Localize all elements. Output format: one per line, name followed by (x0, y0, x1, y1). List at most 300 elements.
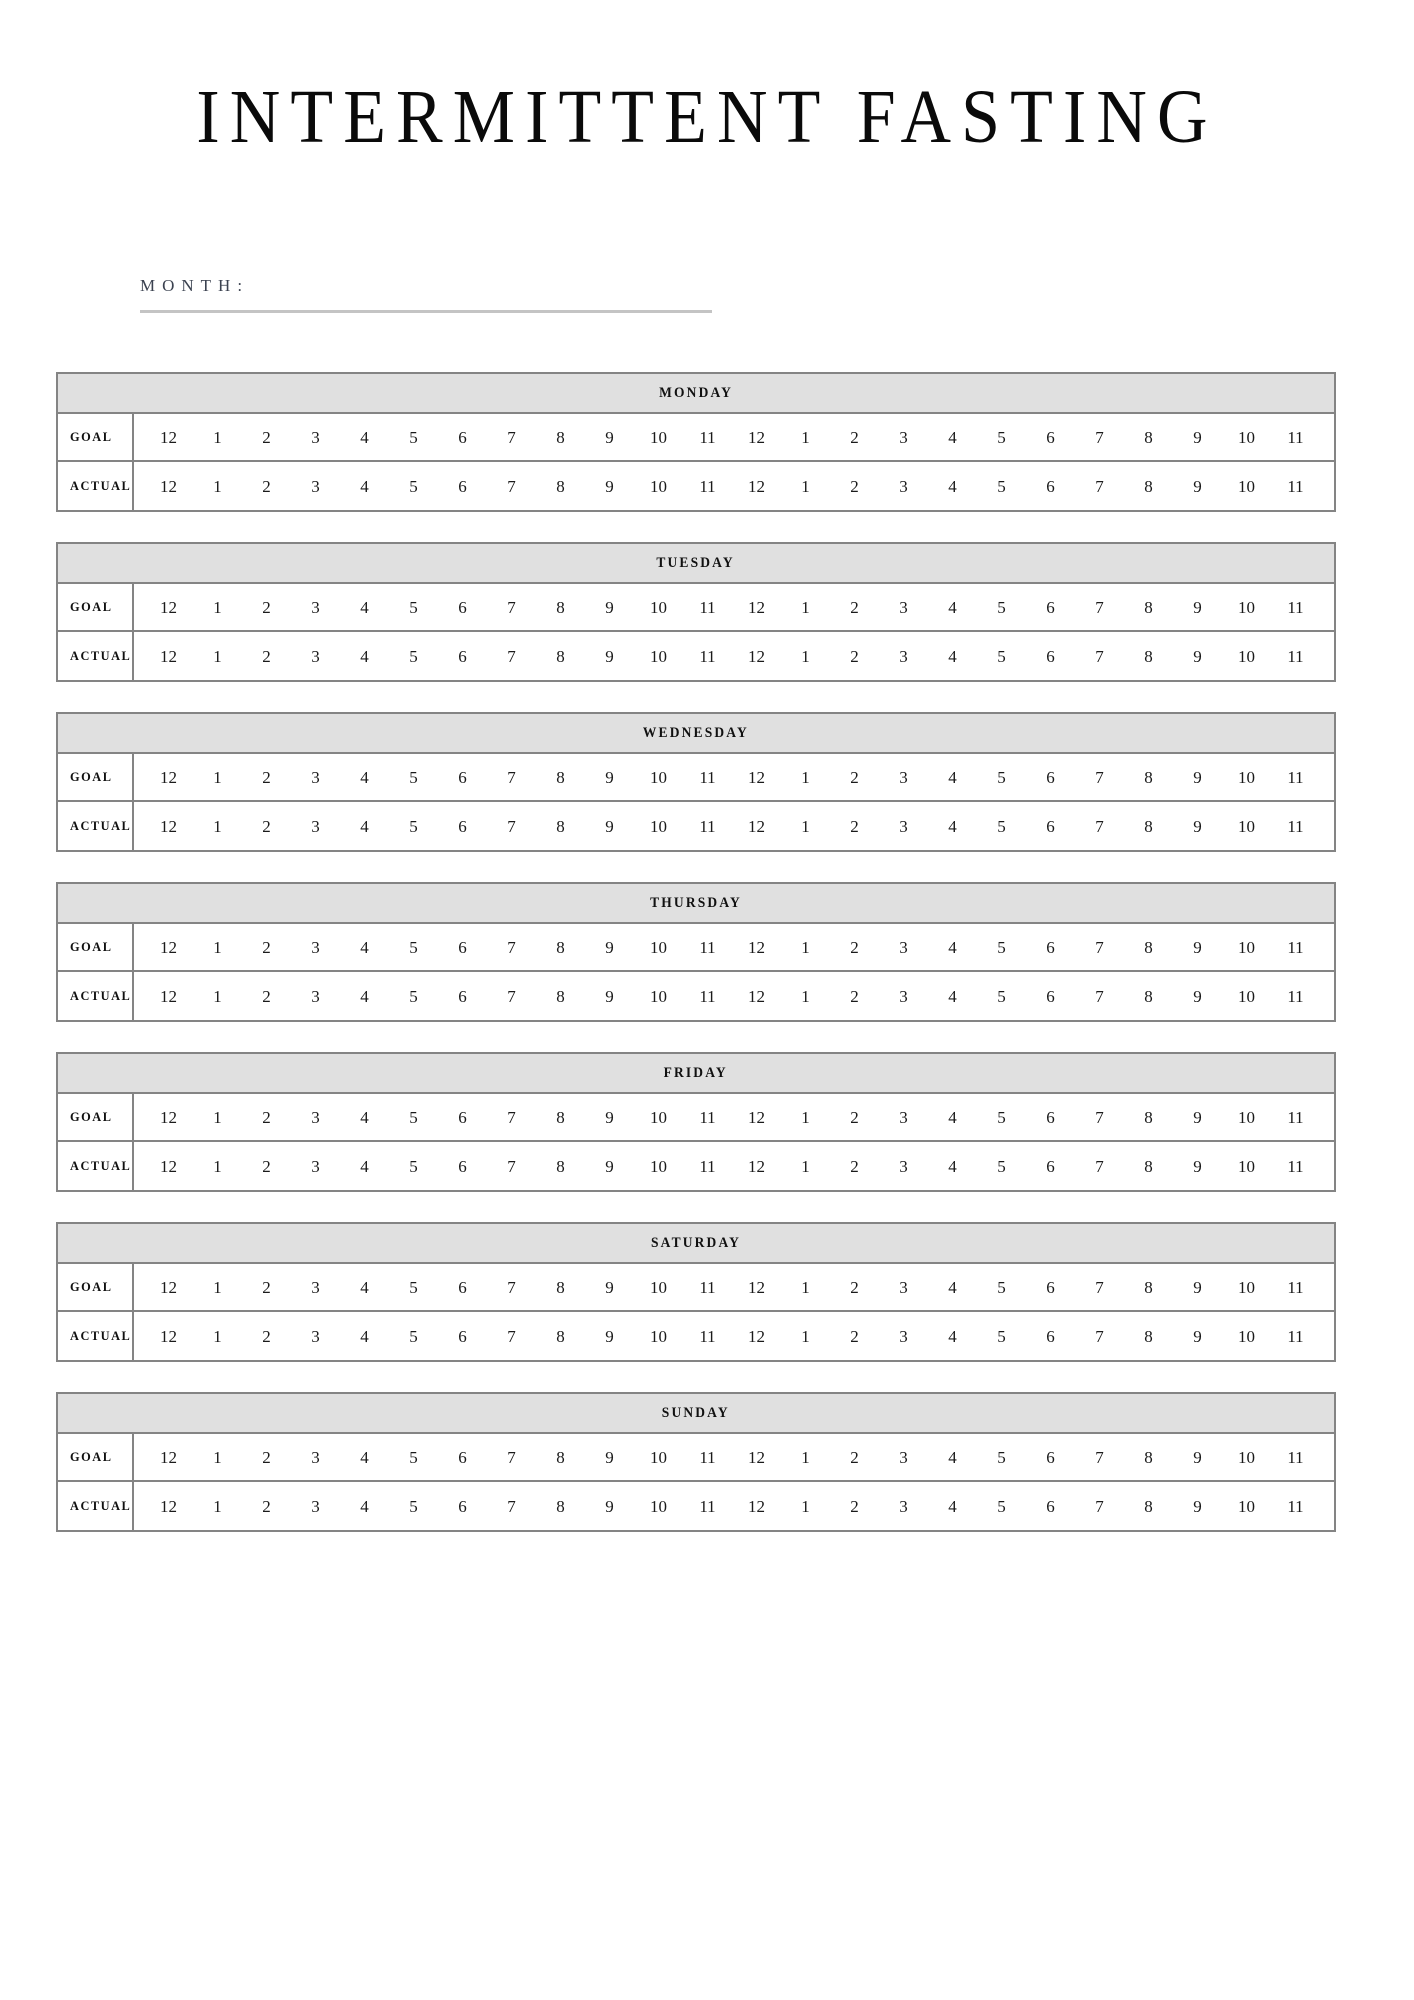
hour-cell[interactable]: 8 (1144, 816, 1153, 836)
hour-cell[interactable]: 9 (1193, 1326, 1202, 1346)
hour-cell[interactable]: 1 (213, 1447, 222, 1467)
hour-cell[interactable]: 11 (1287, 427, 1304, 447)
hour-cell[interactable]: 6 (458, 1326, 467, 1346)
hour-cell[interactable]: 11 (699, 646, 716, 666)
hour-cell[interactable]: 2 (262, 816, 271, 836)
hour-cell[interactable]: 5 (409, 1107, 418, 1127)
hour-cell[interactable]: 9 (605, 1277, 614, 1297)
hour-cell[interactable]: 10 (650, 1447, 667, 1467)
hour-cell[interactable]: 12 (748, 986, 765, 1006)
hour-cell[interactable]: 10 (650, 986, 667, 1006)
hour-cell[interactable]: 5 (997, 1496, 1006, 1516)
hour-cell[interactable]: 9 (1193, 937, 1202, 957)
hour-cell[interactable]: 12 (748, 1326, 765, 1346)
hour-cell[interactable]: 1 (801, 986, 810, 1006)
hour-cell[interactable]: 9 (605, 476, 614, 496)
hour-cell[interactable]: 6 (1046, 646, 1055, 666)
hour-cell[interactable]: 5 (997, 1326, 1006, 1346)
hour-cell[interactable]: 10 (1238, 937, 1255, 957)
hour-cell[interactable]: 3 (899, 1326, 908, 1346)
hour-cell[interactable]: 6 (1046, 816, 1055, 836)
hour-cell[interactable]: 3 (899, 1156, 908, 1176)
hour-cell[interactable]: 8 (556, 986, 565, 1006)
hour-cell[interactable]: 7 (1095, 1156, 1104, 1176)
hour-cell[interactable]: 11 (1287, 937, 1304, 957)
hour-cell[interactable]: 5 (409, 986, 418, 1006)
hour-cell[interactable]: 9 (605, 427, 614, 447)
hour-cell[interactable]: 2 (262, 1277, 271, 1297)
hour-cell[interactable]: 6 (458, 1496, 467, 1516)
hour-cell[interactable]: 7 (507, 1447, 516, 1467)
hour-cell[interactable]: 5 (997, 767, 1006, 787)
hour-cell[interactable]: 7 (1095, 816, 1104, 836)
hour-cell[interactable]: 2 (850, 1496, 859, 1516)
hour-cell[interactable]: 1 (801, 816, 810, 836)
hour-cell[interactable]: 1 (801, 1156, 810, 1176)
hour-cell[interactable]: 8 (1144, 1107, 1153, 1127)
hour-cell[interactable]: 3 (311, 986, 320, 1006)
hour-cell[interactable]: 11 (699, 476, 716, 496)
hour-cell[interactable]: 2 (850, 1277, 859, 1297)
hour-cell[interactable]: 12 (748, 1156, 765, 1176)
hour-cell[interactable]: 2 (262, 1326, 271, 1346)
hour-cell[interactable]: 12 (160, 597, 177, 617)
hour-cell[interactable]: 6 (1046, 1277, 1055, 1297)
hour-cell[interactable]: 8 (1144, 1496, 1153, 1516)
hour-cell[interactable]: 12 (748, 1107, 765, 1127)
hour-cell[interactable]: 11 (699, 1277, 716, 1297)
hour-cell[interactable]: 7 (1095, 427, 1104, 447)
hour-cell[interactable]: 1 (801, 1326, 810, 1346)
hour-cell[interactable]: 2 (262, 427, 271, 447)
hour-cell[interactable]: 3 (311, 1277, 320, 1297)
hour-cell[interactable]: 8 (1144, 937, 1153, 957)
hour-cell[interactable]: 6 (1046, 767, 1055, 787)
hour-cell[interactable]: 12 (748, 476, 765, 496)
hour-cell[interactable]: 2 (850, 1447, 859, 1467)
hour-cell[interactable]: 5 (409, 476, 418, 496)
hour-cell[interactable]: 9 (1193, 1496, 1202, 1516)
hour-cell[interactable]: 2 (262, 986, 271, 1006)
hour-cell[interactable]: 4 (360, 1447, 369, 1467)
hour-cell[interactable]: 8 (556, 427, 565, 447)
hour-cell[interactable]: 11 (699, 1156, 716, 1176)
hour-cell[interactable]: 5 (409, 1326, 418, 1346)
hour-cell[interactable]: 9 (605, 646, 614, 666)
hour-cell[interactable]: 8 (556, 1107, 565, 1127)
hour-cell[interactable]: 5 (409, 1277, 418, 1297)
hour-cell[interactable]: 2 (850, 646, 859, 666)
hour-cell[interactable]: 1 (213, 597, 222, 617)
hour-cell[interactable]: 8 (556, 1496, 565, 1516)
hour-cell[interactable]: 3 (899, 1277, 908, 1297)
hour-cell[interactable]: 1 (213, 1326, 222, 1346)
hour-cell[interactable]: 10 (1238, 597, 1255, 617)
hour-cell[interactable]: 8 (556, 1447, 565, 1467)
hour-cell[interactable]: 9 (605, 1326, 614, 1346)
hour-cell[interactable]: 5 (409, 646, 418, 666)
hour-cell[interactable]: 8 (1144, 427, 1153, 447)
hour-cell[interactable]: 11 (699, 597, 716, 617)
hour-cell[interactable]: 10 (650, 476, 667, 496)
hour-cell[interactable]: 3 (311, 767, 320, 787)
hour-cell[interactable]: 11 (699, 937, 716, 957)
hour-cell[interactable]: 7 (507, 1496, 516, 1516)
hour-cell[interactable]: 2 (850, 986, 859, 1006)
hour-cell[interactable]: 2 (262, 767, 271, 787)
hour-cell[interactable]: 11 (1287, 646, 1304, 666)
hour-cell[interactable]: 4 (948, 1107, 957, 1127)
hour-cell[interactable]: 1 (801, 767, 810, 787)
hour-cell[interactable]: 12 (160, 1277, 177, 1297)
hour-cell[interactable]: 11 (1287, 476, 1304, 496)
hour-cell[interactable]: 10 (1238, 1447, 1255, 1467)
hour-cell[interactable]: 11 (1287, 597, 1304, 617)
hour-cell[interactable]: 7 (1095, 597, 1104, 617)
hour-cell[interactable]: 6 (1046, 986, 1055, 1006)
hour-cell[interactable]: 2 (262, 1107, 271, 1127)
hour-cell[interactable]: 1 (213, 937, 222, 957)
hour-cell[interactable]: 3 (311, 646, 320, 666)
hour-cell[interactable]: 8 (1144, 1156, 1153, 1176)
hour-cell[interactable]: 4 (948, 1156, 957, 1176)
hour-cell[interactable]: 7 (507, 767, 516, 787)
hour-cell[interactable]: 1 (801, 1447, 810, 1467)
hour-cell[interactable]: 7 (1095, 1326, 1104, 1346)
hour-cell[interactable]: 1 (213, 1496, 222, 1516)
hour-cell[interactable]: 6 (1046, 597, 1055, 617)
hour-cell[interactable]: 8 (1144, 1447, 1153, 1467)
hour-cell[interactable]: 9 (1193, 1107, 1202, 1127)
hour-cell[interactable]: 2 (850, 816, 859, 836)
hour-cell[interactable]: 3 (899, 986, 908, 1006)
hour-cell[interactable]: 10 (1238, 986, 1255, 1006)
hour-cell[interactable]: 1 (801, 1107, 810, 1127)
hour-cell[interactable]: 6 (1046, 1447, 1055, 1467)
hour-cell[interactable]: 8 (556, 937, 565, 957)
hour-cell[interactable]: 6 (1046, 476, 1055, 496)
hour-cell[interactable]: 12 (160, 767, 177, 787)
hour-cell[interactable]: 4 (360, 597, 369, 617)
hour-cell[interactable]: 10 (650, 646, 667, 666)
hour-cell[interactable]: 3 (899, 1447, 908, 1467)
hour-cell[interactable]: 8 (1144, 646, 1153, 666)
hour-cell[interactable]: 10 (1238, 1277, 1255, 1297)
hour-cell[interactable]: 6 (1046, 937, 1055, 957)
hour-cell[interactable]: 6 (458, 1107, 467, 1127)
hour-cell[interactable]: 6 (458, 937, 467, 957)
hour-cell[interactable]: 4 (360, 937, 369, 957)
hour-cell[interactable]: 7 (1095, 1107, 1104, 1127)
hour-cell[interactable]: 9 (605, 816, 614, 836)
hour-cell[interactable]: 4 (948, 1447, 957, 1467)
hour-cell[interactable]: 3 (311, 816, 320, 836)
hour-cell[interactable]: 5 (997, 937, 1006, 957)
hour-cell[interactable]: 8 (556, 1156, 565, 1176)
hour-cell[interactable]: 11 (1287, 1156, 1304, 1176)
hour-cell[interactable]: 12 (160, 937, 177, 957)
hour-cell[interactable]: 2 (850, 1107, 859, 1127)
hour-cell[interactable]: 3 (311, 476, 320, 496)
hour-cell[interactable]: 4 (948, 476, 957, 496)
hour-cell[interactable]: 10 (650, 597, 667, 617)
hour-cell[interactable]: 2 (850, 427, 859, 447)
hour-cell[interactable]: 7 (507, 1107, 516, 1127)
hour-cell[interactable]: 3 (311, 1326, 320, 1346)
hour-cell[interactable]: 10 (1238, 1326, 1255, 1346)
hour-cell[interactable]: 4 (948, 816, 957, 836)
hour-cell[interactable]: 3 (311, 427, 320, 447)
hour-cell[interactable]: 6 (1046, 1107, 1055, 1127)
hour-cell[interactable]: 8 (556, 816, 565, 836)
hour-cell[interactable]: 9 (1193, 986, 1202, 1006)
hour-cell[interactable]: 7 (1095, 1496, 1104, 1516)
hour-cell[interactable]: 11 (1287, 1496, 1304, 1516)
hour-cell[interactable]: 5 (409, 427, 418, 447)
hour-cell[interactable]: 11 (1287, 1277, 1304, 1297)
hour-cell[interactable]: 12 (160, 986, 177, 1006)
hour-cell[interactable]: 5 (997, 646, 1006, 666)
hour-cell[interactable]: 1 (801, 1277, 810, 1297)
hour-cell[interactable]: 11 (1287, 1107, 1304, 1127)
hour-cell[interactable]: 4 (948, 767, 957, 787)
hour-cell[interactable]: 1 (801, 427, 810, 447)
hour-cell[interactable]: 7 (1095, 476, 1104, 496)
hour-cell[interactable]: 10 (1238, 476, 1255, 496)
hour-cell[interactable]: 9 (1193, 1277, 1202, 1297)
hour-cell[interactable]: 12 (748, 1496, 765, 1516)
hour-cell[interactable]: 2 (262, 476, 271, 496)
hour-cell[interactable]: 5 (409, 1496, 418, 1516)
hour-cell[interactable]: 11 (699, 1107, 716, 1127)
hour-cell[interactable]: 5 (409, 1447, 418, 1467)
hour-cell[interactable]: 12 (748, 767, 765, 787)
hour-cell[interactable]: 10 (1238, 427, 1255, 447)
hour-cell[interactable]: 7 (507, 646, 516, 666)
hour-cell[interactable]: 5 (997, 476, 1006, 496)
hour-cell[interactable]: 9 (605, 1447, 614, 1467)
hour-cell[interactable]: 4 (360, 986, 369, 1006)
hour-cell[interactable]: 11 (699, 427, 716, 447)
hour-cell[interactable]: 9 (1193, 767, 1202, 787)
hour-cell[interactable]: 7 (507, 816, 516, 836)
hour-cell[interactable]: 1 (213, 476, 222, 496)
hour-cell[interactable]: 5 (409, 597, 418, 617)
hour-cell[interactable]: 10 (650, 1326, 667, 1346)
hour-cell[interactable]: 12 (748, 937, 765, 957)
hour-cell[interactable]: 3 (311, 1156, 320, 1176)
hour-cell[interactable]: 8 (1144, 1277, 1153, 1297)
hour-cell[interactable]: 2 (850, 476, 859, 496)
hour-cell[interactable]: 2 (262, 937, 271, 957)
hour-cell[interactable]: 3 (899, 816, 908, 836)
hour-cell[interactable]: 5 (409, 937, 418, 957)
hour-cell[interactable]: 1 (213, 1156, 222, 1176)
hour-cell[interactable]: 2 (262, 1156, 271, 1176)
hour-cell[interactable]: 3 (311, 1496, 320, 1516)
hour-cell[interactable]: 12 (160, 427, 177, 447)
hour-cell[interactable]: 12 (748, 816, 765, 836)
hour-cell[interactable]: 3 (899, 1496, 908, 1516)
hour-cell[interactable]: 4 (948, 597, 957, 617)
hour-cell[interactable]: 9 (605, 1496, 614, 1516)
hour-cell[interactable]: 12 (160, 1326, 177, 1346)
hour-cell[interactable]: 1 (213, 427, 222, 447)
hour-cell[interactable]: 10 (1238, 1496, 1255, 1516)
hour-cell[interactable]: 1 (213, 1107, 222, 1127)
hour-cell[interactable]: 3 (899, 427, 908, 447)
hour-cell[interactable]: 10 (650, 1156, 667, 1176)
hour-cell[interactable]: 12 (160, 646, 177, 666)
hour-cell[interactable]: 9 (1193, 1156, 1202, 1176)
hour-cell[interactable]: 1 (801, 937, 810, 957)
hour-cell[interactable]: 10 (1238, 1107, 1255, 1127)
hour-cell[interactable]: 7 (1095, 1277, 1104, 1297)
hour-cell[interactable]: 11 (699, 1496, 716, 1516)
hour-cell[interactable]: 1 (213, 1277, 222, 1297)
hour-cell[interactable]: 7 (507, 1326, 516, 1346)
hour-cell[interactable]: 9 (605, 986, 614, 1006)
hour-cell[interactable]: 7 (507, 597, 516, 617)
hour-cell[interactable]: 5 (409, 767, 418, 787)
hour-cell[interactable]: 12 (160, 1156, 177, 1176)
hour-cell[interactable]: 12 (160, 1496, 177, 1516)
hour-cell[interactable]: 8 (556, 597, 565, 617)
hour-cell[interactable]: 4 (948, 937, 957, 957)
hour-cell[interactable]: 12 (160, 816, 177, 836)
hour-cell[interactable]: 5 (997, 1107, 1006, 1127)
hour-cell[interactable]: 11 (699, 1326, 716, 1346)
hour-cell[interactable]: 8 (556, 646, 565, 666)
hour-cell[interactable]: 9 (1193, 816, 1202, 836)
hour-cell[interactable]: 2 (262, 1496, 271, 1516)
hour-cell[interactable]: 1 (213, 646, 222, 666)
hour-cell[interactable]: 8 (556, 1326, 565, 1346)
hour-cell[interactable]: 11 (1287, 816, 1304, 836)
hour-cell[interactable]: 4 (360, 476, 369, 496)
hour-cell[interactable]: 9 (605, 597, 614, 617)
hour-cell[interactable]: 4 (360, 1107, 369, 1127)
hour-cell[interactable]: 3 (899, 937, 908, 957)
hour-cell[interactable]: 5 (997, 597, 1006, 617)
hour-cell[interactable]: 6 (458, 1447, 467, 1467)
hour-cell[interactable]: 9 (605, 767, 614, 787)
hour-cell[interactable]: 12 (748, 646, 765, 666)
hour-cell[interactable]: 6 (1046, 1326, 1055, 1346)
hour-cell[interactable]: 5 (409, 1156, 418, 1176)
hour-cell[interactable]: 4 (360, 427, 369, 447)
hour-cell[interactable]: 9 (1193, 427, 1202, 447)
hour-cell[interactable]: 6 (458, 816, 467, 836)
hour-cell[interactable]: 5 (997, 816, 1006, 836)
hour-cell[interactable]: 11 (1287, 1326, 1304, 1346)
hour-cell[interactable]: 10 (1238, 646, 1255, 666)
hour-cell[interactable]: 7 (507, 937, 516, 957)
hour-cell[interactable]: 11 (699, 986, 716, 1006)
hour-cell[interactable]: 12 (748, 597, 765, 617)
hour-cell[interactable]: 7 (507, 476, 516, 496)
hour-cell[interactable]: 4 (360, 646, 369, 666)
hour-cell[interactable]: 3 (899, 767, 908, 787)
hour-cell[interactable]: 6 (458, 767, 467, 787)
hour-cell[interactable]: 3 (311, 597, 320, 617)
hour-cell[interactable]: 2 (850, 1156, 859, 1176)
hour-cell[interactable]: 1 (213, 767, 222, 787)
hour-cell[interactable]: 9 (1193, 597, 1202, 617)
hour-cell[interactable]: 4 (360, 1496, 369, 1516)
hour-cell[interactable]: 6 (458, 1277, 467, 1297)
hour-cell[interactable]: 4 (948, 1496, 957, 1516)
hour-cell[interactable]: 10 (1238, 1156, 1255, 1176)
hour-cell[interactable]: 3 (311, 937, 320, 957)
hour-cell[interactable]: 8 (1144, 597, 1153, 617)
hour-cell[interactable]: 1 (801, 597, 810, 617)
hour-cell[interactable]: 1 (213, 986, 222, 1006)
hour-cell[interactable]: 2 (262, 646, 271, 666)
hour-cell[interactable]: 3 (899, 597, 908, 617)
hour-cell[interactable]: 12 (160, 476, 177, 496)
hour-cell[interactable]: 10 (650, 937, 667, 957)
hour-cell[interactable]: 10 (650, 767, 667, 787)
hour-cell[interactable]: 7 (1095, 937, 1104, 957)
hour-cell[interactable]: 10 (650, 1277, 667, 1297)
hour-cell[interactable]: 2 (262, 1447, 271, 1467)
hour-cell[interactable]: 10 (1238, 816, 1255, 836)
hour-cell[interactable]: 4 (948, 986, 957, 1006)
hour-cell[interactable]: 5 (997, 986, 1006, 1006)
hour-cell[interactable]: 7 (1095, 986, 1104, 1006)
hour-cell[interactable]: 9 (1193, 476, 1202, 496)
hour-cell[interactable]: 1 (801, 1496, 810, 1516)
hour-cell[interactable]: 8 (1144, 986, 1153, 1006)
hour-cell[interactable]: 10 (650, 1107, 667, 1127)
hour-cell[interactable]: 12 (748, 1447, 765, 1467)
hour-cell[interactable]: 12 (160, 1447, 177, 1467)
hour-cell[interactable]: 8 (1144, 1326, 1153, 1346)
hour-cell[interactable]: 4 (360, 767, 369, 787)
hour-cell[interactable]: 2 (850, 1326, 859, 1346)
hour-cell[interactable]: 1 (801, 646, 810, 666)
month-write-in-line[interactable] (140, 310, 712, 313)
hour-cell[interactable]: 6 (458, 646, 467, 666)
hour-cell[interactable]: 4 (360, 1277, 369, 1297)
hour-cell[interactable]: 12 (160, 1107, 177, 1127)
hour-cell[interactable]: 2 (262, 597, 271, 617)
hour-cell[interactable]: 10 (650, 427, 667, 447)
hour-cell[interactable]: 4 (948, 1277, 957, 1297)
hour-cell[interactable]: 5 (409, 816, 418, 836)
hour-cell[interactable]: 7 (507, 986, 516, 1006)
hour-cell[interactable]: 6 (1046, 427, 1055, 447)
hour-cell[interactable]: 3 (899, 1107, 908, 1127)
hour-cell[interactable]: 9 (1193, 1447, 1202, 1467)
hour-cell[interactable]: 10 (650, 816, 667, 836)
hour-cell[interactable]: 9 (605, 1156, 614, 1176)
hour-cell[interactable]: 1 (213, 816, 222, 836)
hour-cell[interactable]: 7 (1095, 767, 1104, 787)
hour-cell[interactable]: 3 (899, 646, 908, 666)
hour-cell[interactable]: 7 (1095, 1447, 1104, 1467)
hour-cell[interactable]: 6 (1046, 1156, 1055, 1176)
hour-cell[interactable]: 4 (948, 1326, 957, 1346)
hour-cell[interactable]: 4 (948, 646, 957, 666)
hour-cell[interactable]: 11 (1287, 1447, 1304, 1467)
hour-cell[interactable]: 12 (748, 1277, 765, 1297)
hour-cell[interactable]: 7 (507, 1156, 516, 1176)
hour-cell[interactable]: 3 (899, 476, 908, 496)
hour-cell[interactable]: 10 (1238, 767, 1255, 787)
hour-cell[interactable]: 6 (458, 427, 467, 447)
